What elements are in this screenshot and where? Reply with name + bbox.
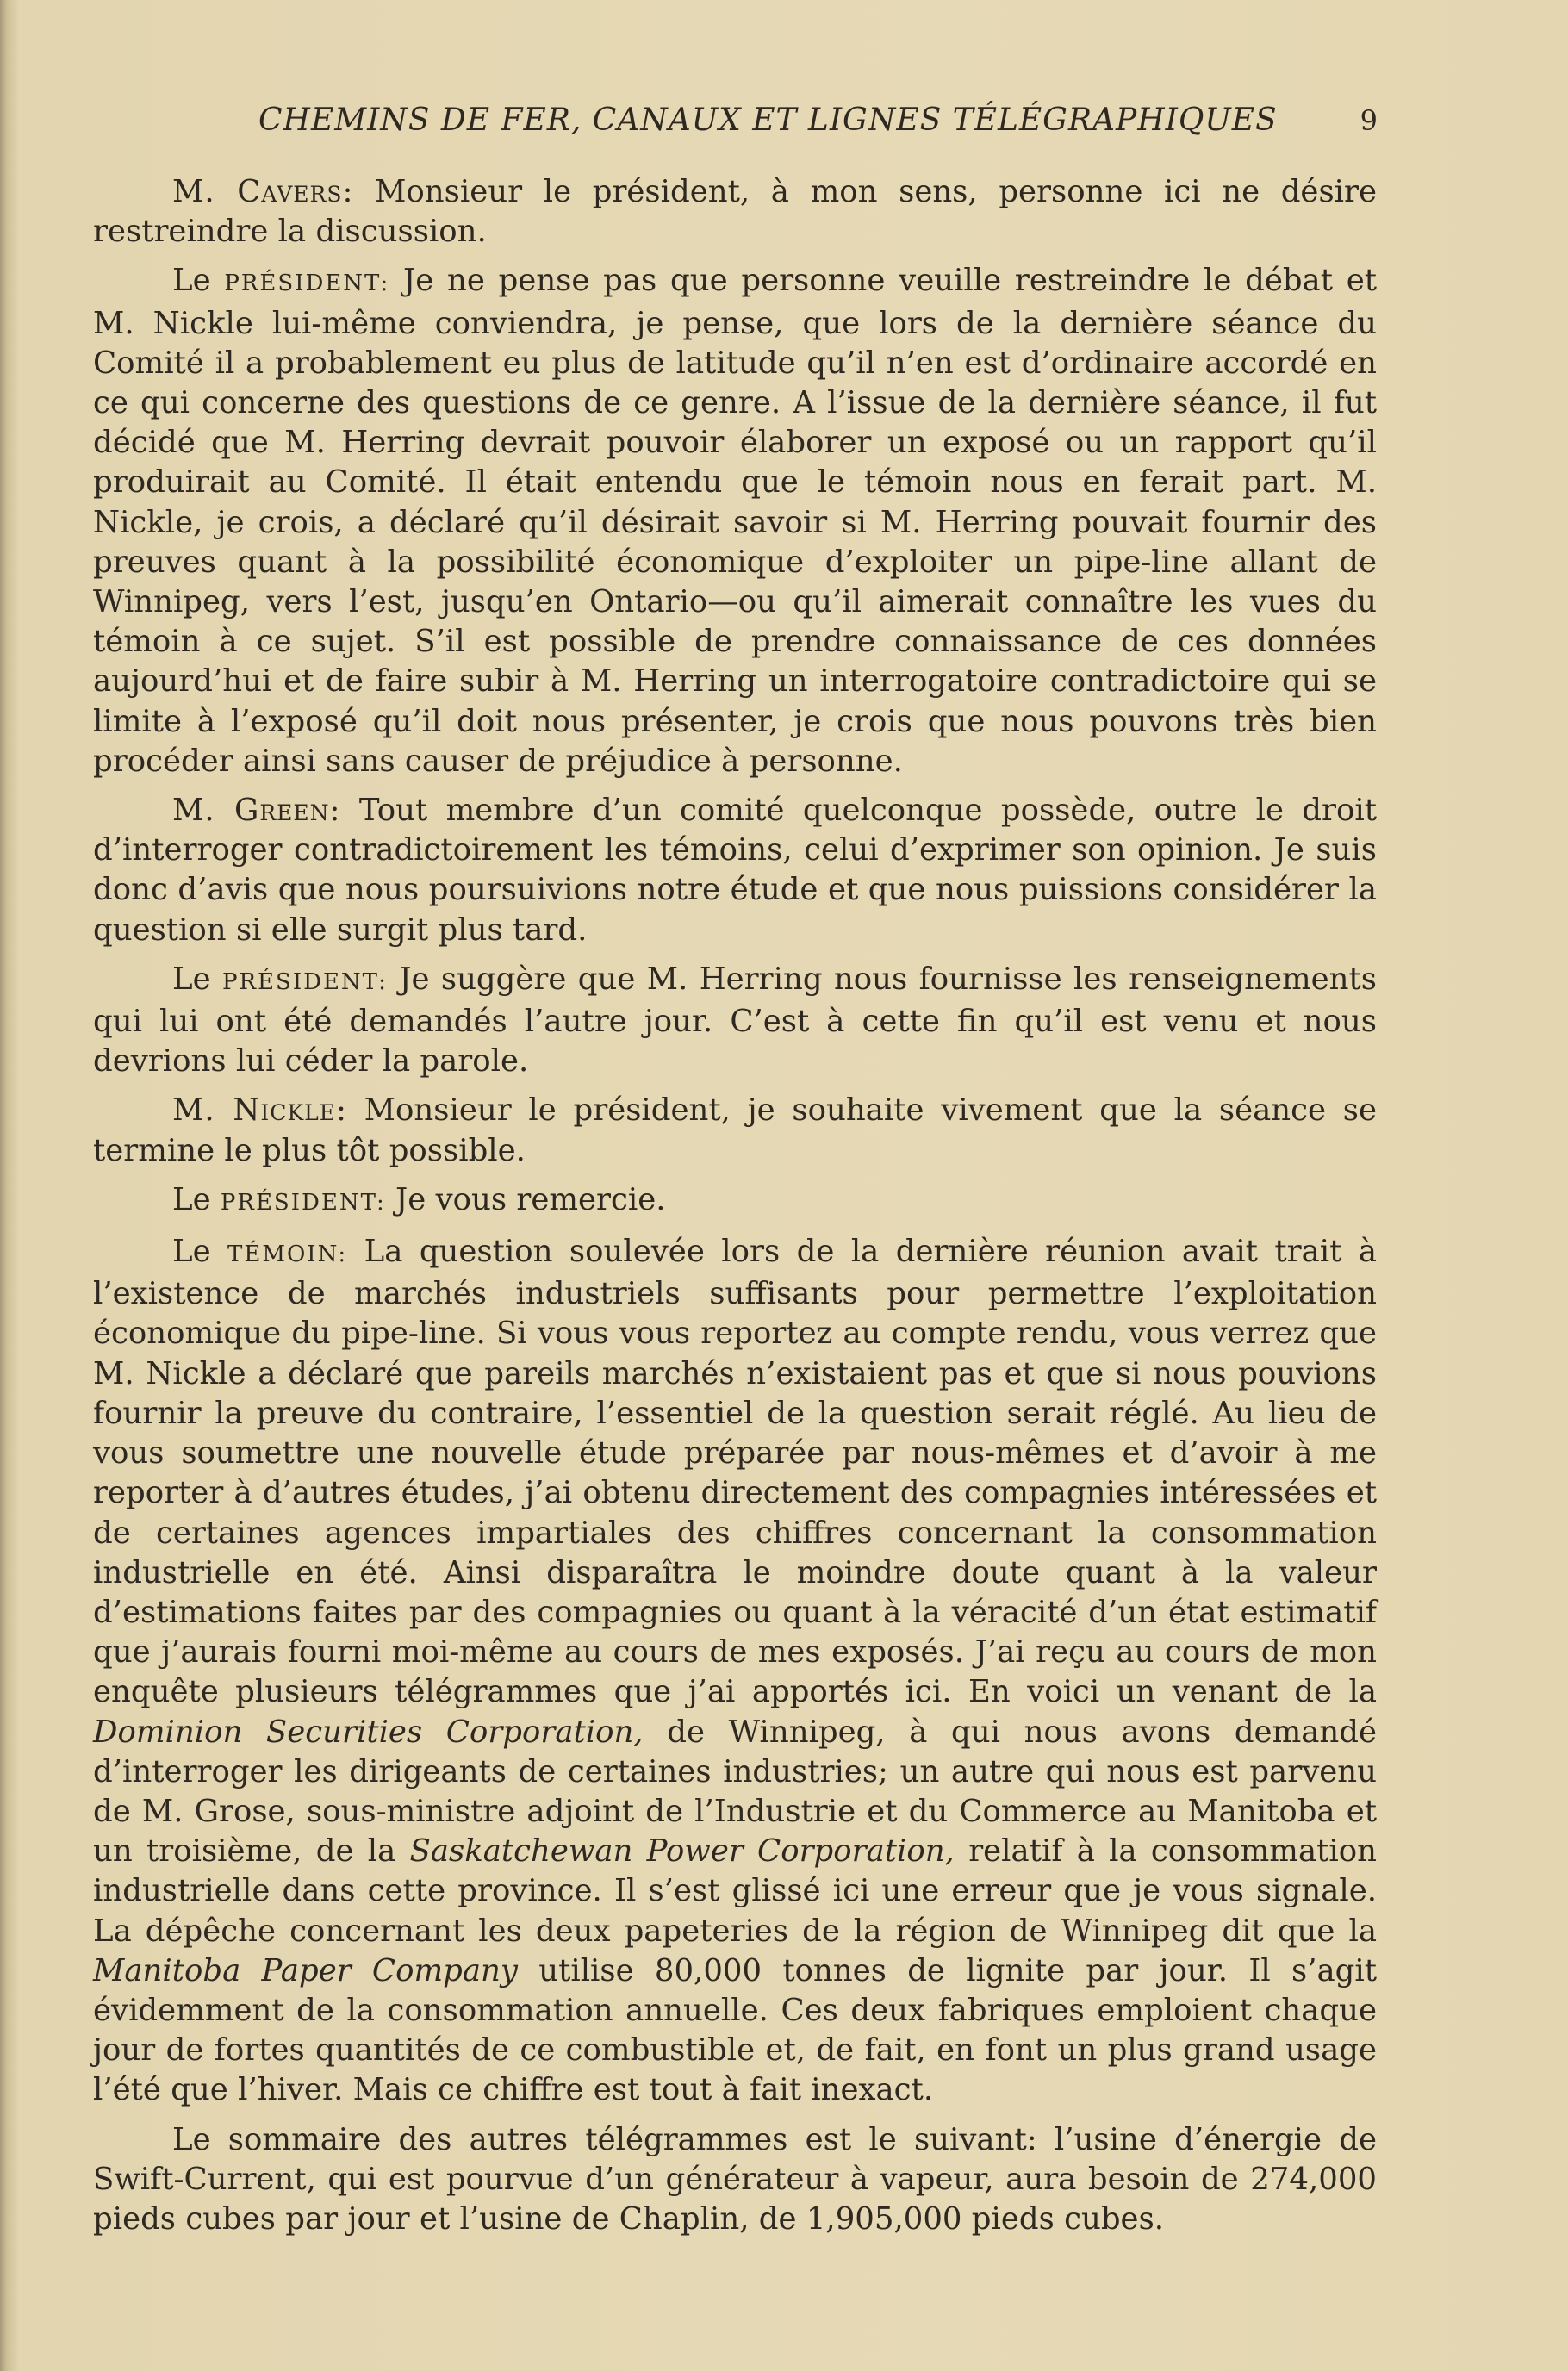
speaker-label: PRÉSIDENT: [220,1189,386,1216]
speaker-prefix: Le [172,1181,221,1217]
paragraph-text: Je vous remercie. [385,1181,666,1217]
paragraph-text: La question soulevée lors de la dernière réunion avait trait à l’existence de marchés industriels suffisants pour permettre l’exploitation économique du pipe-line. Si vous vous reportez au compte rendu, vous verrez que M. Nickle a déclaré que pareils marchés n’existaient pas et que si nous pouvions fournir la preuve du contraire, l’essentiel de la question serait réglé. Au lieu de vous soumettre une nouvelle étude préparée par nous-mêmes et d’avoir à me reporter à d’autres études, j’ai obtenu directement des compagnies intéressées et de certaines agences impartiales des chiffres concernant la consommation industrielle en été. Ainsi disparaîtra le moindre doute quant à la valeur d’estimations faites par des compagnies ou quant à la véracité d’un état estimatif que j’aurais fourni moi-même au cours de mes exposés. J’ai reçu au cours de mon enquête plusieurs télégrammes que j’ai apportés ici. En voici un venant de la [93,1234,1377,1710]
speaker-prefix: Le [172,961,222,997]
paragraph-text: Monsieur le président, à mon sens, personne ici ne désire restreindre la discussion. [93,174,1377,250]
paragraph-text: Tout membre d’un comité quelconque possède, outre le droit d’interroger contradictoirement les témoins, celui d’exprimer son opinion. Je suis donc d’avis que nous poursuivions notre étude et que nous puissions considérer la question si elle surgit plus tard. [93,793,1377,948]
paragraph-witness [93,1232,1377,2110]
speaker-label: PRÉSIDENT: [224,271,390,297]
page-body [93,172,1377,2239]
paragraph-text: Je ne pense pas que personne veuille restreindre le débat et M. Nickle lui-même conviendra, je pense, que lors de la dernière séance du Comité il a probablement eu plus de latitude qu’il n’en est d’ordinaire accordé en ce qui concerne des questions de ce genre. A l’issue de la dernière séance, il fut décidé que M. Herring devrait pouvoir élaborer un exposé ou un rapport qu’il produirait au Comité. Il était entendu que le témoin nous en ferait part. M. Nickle, je crois, a déclaré qu’il désirait savoir si M. Herring pouvait fournir des preuves quant à la possibilité économique d’exploiter un pipe-line allant de Winnipeg, vers l’est, jusqu’en Ontario—ou qu’il aimerait connaître les vues du témoin à ce sujet. S’il est possible de prendre connaissance de ces données aujourd’hui et de faire subir à M. Herring un interrogatoire contradictoire qui se limite à l’exposé qu’il doit nous présenter, je crois que nous pouvons très bien procéder ainsi sans causer de préjudice à personne. [93,263,1378,779]
speaker-prefix: Le [172,1234,228,1270]
paragraph-text: Je suggère que M. Herring nous fournisse les renseignements qui lui ont été demandés l’autre jour. C’est à cette fin qu’il est venu et nous devrions lui céder la parole. [93,961,1378,1080]
paragraph-text: utilise 80,000 tonnes de lignite par jour. Il s’agit évidemment de la consommation annuelle. Ces deux fabriques emploient chaque jour de fortes quantités de ce combustible et, de fait, en font un plus grand usage l’été que l’hiver. Mais ce chiffre est tout à fait inexact. [93,1952,1377,2108]
paragraph-summary [93,2120,1377,2240]
paragraph-nickle [93,1091,1377,1170]
speaker-label: M. Cavers: [172,174,354,209]
paragraph-text: Le sommaire des autres télégrammes est le suivant: l’usine d’énergie de Swift-Current, qui est pourvue d’un générateur à vapeur, aura besoin de 274,000 pieds cubes par jour et l’usine de Chaplin, de 1,905,000 pieds cubes. [93,2121,1377,2237]
page-number: 9 [1360,104,1378,137]
speaker-label: M. Green: [172,793,341,829]
paragraph-president-2 [93,960,1377,1082]
paragraph-cavers [93,172,1377,252]
paragraph-green [93,791,1377,950]
speaker-prefix: Le [172,263,225,299]
organization-name: Manitoba Paper Company [93,1952,518,1988]
paragraph-text: Monsieur le président, je souhaite vivement que la séance se termine le plus tôt possible. [93,1092,1377,1168]
speaker-label: PRÉSIDENT: [221,968,388,995]
paragraph-president-3 [93,1180,1377,1223]
speaker-label: TÉMOIN: [227,1242,348,1268]
paragraph-president-1 [93,261,1377,781]
speaker-label: M. Nickle: [172,1092,347,1129]
paragraph-text: de Winnipeg, à qui nous avons demandé d’interroger les dirigeants de certaines industries; un autre qui nous est parvenu de M. Grose, sous-ministre adjoint de l’Industrie et du Commerce au Manitoba et un troisième, de la [93,1714,1377,1870]
paragraph-text: relatif à la consommation industrielle dans cette province. Il s’est glissé ici une erreur que je vous signale. La dépêche concernant les deux papeteries de la région de Winnipeg dit que la [93,1833,1377,1949]
organization-name: Saskatchewan Power Corporation, [409,1833,955,1870]
organization-name: Dominion Securities Corporation, [93,1714,644,1750]
header-title: CHEMINS DE FER, CANAUX ET LIGNES TÉLÉGRAPHIQUES [258,103,1278,138]
running-header [258,102,1378,140]
